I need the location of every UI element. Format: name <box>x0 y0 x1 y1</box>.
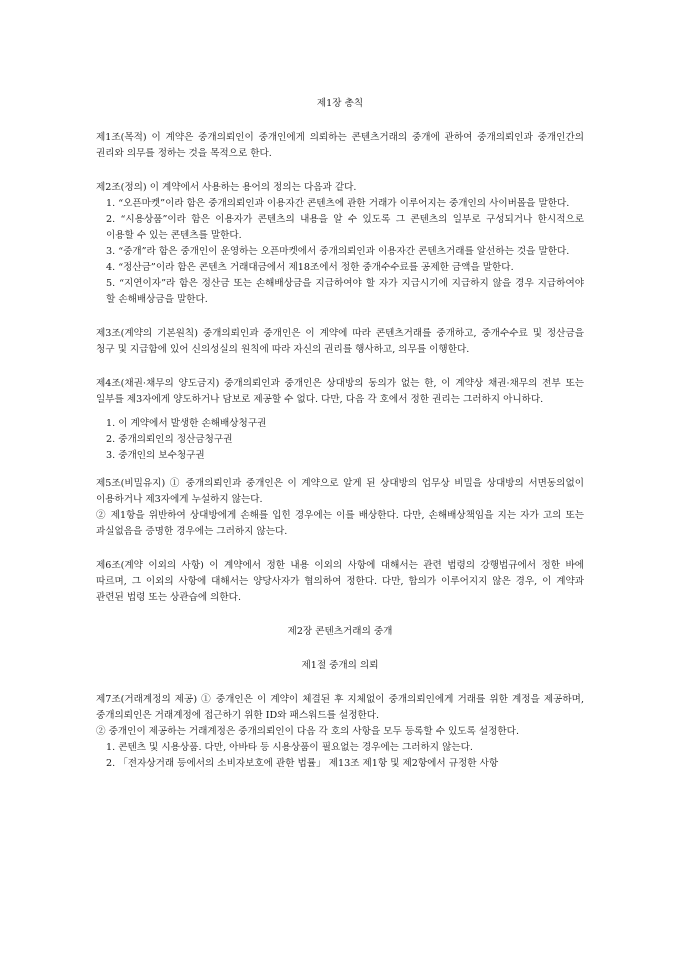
article-3: 제3조(계약의 기본원칙) 중개의뢰인과 중개인은 이 계약에 따라 콘텐츠거래를 중개하고, 중개수수료 및 정산금을 청구 및 지급함에 있어 신의성실의 원칙에 따라 자신의 권리를 행사하고, 의무를 이행한다. <box>96 328 584 355</box>
article-1: 제1조(목적) 이 계약은 중개의뢰인이 중개인에게 의뢰하는 콘텐츠거래의 중개에 관하여 중개의뢰인과 중개인간의 권리와 의무를 정하는 것을 목적으로 한다. <box>96 132 584 159</box>
article-4-item-2: 2. 중개의뢰인의 정산금청구권 <box>106 434 233 445</box>
chapter-2-title: 제2장 콘텐츠거래의 중개 <box>287 626 393 637</box>
article-2-item-1: 1. “오픈마켓”이라 함은 중개의뢰인과 이용자간 콘텐츠에 관한 거래가 이루어지는 중개인의 사이버몰을 말한다. <box>106 198 570 209</box>
section-1-title: 제1절 중개의 의뢰 <box>301 660 379 671</box>
article-2-item-5: 5. “지연이자”라 함은 정산금 또는 손해배상금을 지급하여야 할 자가 지급시기에 지급하지 않을 경우 지급하여야 할 손해배상금을 말한다. <box>106 278 584 305</box>
article-7-item-1: 1. 콘텐츠 및 시용상품. 다만, 아바타 등 시용상품이 필요없는 경우에는 그러하지 않는다. <box>106 742 473 753</box>
document-page <box>96 96 584 772</box>
chapter-1-title: 제1장 총칙 <box>316 98 364 109</box>
article-4-item-1: 1. 이 계약에서 발생한 손해배상청구권 <box>106 418 267 429</box>
article-5-paragraph-2: ② 제1항을 위반하여 상대방에게 손해를 입힌 경우에는 이를 배상한다. 다만, 손해배상책임을 지는 자가 고의 또는 과실없음을 증명한 경우에는 그러하지 않는다. <box>96 510 584 537</box>
article-7-paragraph-2: ② 중개인이 제공하는 거래계정은 중개의뢰인이 다음 각 호의 사항을 모두 등록할 수 있도록 설정한다. <box>96 726 519 737</box>
article-5-paragraph-1: 제5조(비밀유지) ① 중개의뢰인과 중개인은 이 계약으로 알게 된 상대방의 업무상 비밀을 상대방의 서면동의없이 이용하거나 제3자에게 누설하지 않는다. <box>96 478 584 505</box>
article-7-item-2: 2. 「전자상거래 등에서의 소비자보호에 관한 법률」 제13조 제1항 및 제2항에서 규정한 사항 <box>106 758 499 769</box>
article-4-item-3: 3. 중개인의 보수청구권 <box>106 450 205 461</box>
article-2-item-4: 4. “정산금”이라 함은 콘텐츠 거래대금에서 제18조에서 정한 중개수수료를 공제한 금액을 말한다. <box>106 262 514 273</box>
article-2: 제2조(정의) 이 계약에서 사용하는 용어의 정의는 다음과 같다. <box>96 182 357 193</box>
article-4: 제4조(채권·채무의 양도금지) 중개의뢰인과 중개인은 상대방의 동의가 없는 한, 이 계약상 채권·채무의 전부 또는 일부를 제3자에게 양도하거나 담보로 제공할 수 없다. 다만, 다음 각 호에서 정한 권리는 그러하지 아니하다. <box>96 378 584 405</box>
article-7-paragraph-1: 제7조(거래계정의 제공) ① 중개인은 이 계약이 체결된 후 지체없이 중개의뢰인에게 거래를 위한 계정을 제공하며, 중개의뢰인은 거래계정에 접근하기 위한 ID와 패스워드를 설정한다. <box>96 694 584 721</box>
article-2-item-3: 3. “중개”라 함은 중개인이 운영하는 오픈마켓에서 중개의뢰인과 이용자간 콘텐츠거래를 알선하는 것을 말한다. <box>106 246 570 257</box>
article-2-item-2: 2. “시용상품”이라 함은 이용자가 콘텐츠의 내용을 알 수 있도록 그 콘텐츠의 일부로 구성되거나 한시적으로 이용할 수 있는 콘텐츠를 말한다. <box>106 214 584 241</box>
article-6: 제6조(계약 이외의 사항) 이 계약에서 정한 내용 이외의 사항에 대해서는 관련 법령의 강행법규에서 정한 바에 따르며, 그 이외의 사항에 대해서는 양당사자가 협의하여 정한다. 다만, 합의가 이루어지지 않은 경우, 이 계약과 관련된 법령 또는 상관습에 의한다. <box>96 560 584 603</box>
